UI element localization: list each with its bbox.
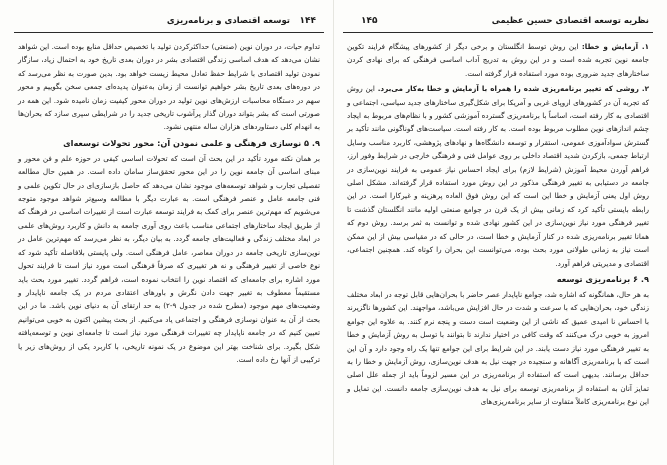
right-page — [343, 0, 653, 465]
left-page-body — [18, 40, 320, 461]
list-item-1-label: ۱. آزمایش و خطا: — [581, 42, 649, 51]
list-item-1-text: این روش توسط انگلستان و برخی دیگر از کشورهای پیشگام فرایند تکوین جامعه نوین تجربه شده است و در این روش به تدریج آداب اساسی فرهنگی که برای نهادی کردن ساختارهای جدید ضروری بوده مورد استفاده قرار گرفته است. — [347, 42, 649, 78]
right-page-body — [347, 40, 649, 461]
page-gutter — [333, 0, 334, 465]
right-paragraph: به هر حال، همانگونه که اشاره شد، جوامع ناپایدار عصر حاضر با بحران‌هایی قابل توجه در ابعاد مختلف زندگی خود، بحران‌هایی که با سرعت و شدت در حال افزایش می‌باشد، مواجهند. این کشورها ناگزیرند با احساس نا امیدی عمیق که ناشی از این وضعیت است دست و پنجه نرم کنند. به علاوه این جوامع امروز به خوبی درک می‌کنند که وقت کافی در اختیار ندارند تا بتوانند با توسل به روش آزمایش و خطا به تغییر فرهنگی مورد نیاز دست یابند. در این شرایط برای این جوامع تنها یک راه وجود دارد و آن این است که با برنامه‌ریزی آگاهانه و سنجیده در جهت نیل به هدف نوین‌سازی، روش آزمایش و خطا را به حداقل برسانند. بدیهی است که استفاده از برنامه‌ریزی در این مسیر لزوماً باید از جمله علل اصلی تمایز آنان به استفاده از برنامه‌ریزی توسعه برای نیل به هدف نوین‌سازی جامعه دانست. این تمایل و این نوع برنامه‌ریزی کاملاً متفاوت از سایر برنامه‌ریزی‌های — [347, 289, 649, 407]
left-header-rule — [14, 32, 324, 33]
list-item-1 — [347, 40, 649, 80]
left-page-number: ۱۴۴ — [299, 16, 316, 26]
right-header-title: نظریه توسعه اقتصادی حسین عظیمی — [491, 16, 649, 26]
left-paragraph-2: بر همان نکته مورد تأکید در این بحث آن است که تحولات اساسی کیفی در حوزه علم و فن محور و مبنای اساسی آن جامعه نوین را در این محور تحقق‌ساز سامان داده است. در همین حال مطالعه تفصیلی تجارب و شواهد توسعه‌های موجود نشان می‌دهد که حاصل بازسازی‌ای در حال تکوین علمی و فنی جامعه عامل و عنصر فرهنگی است. به عبارت دیگر با مطالعه وسیع‌تر شواهد موجود متوجه می‌شویم که مهم‌ترین عنصر برای کمک به فرایند توسعه عبارت است از تغییرات اساسی در فرهنگ که از طریق ایجاد ساختارهای اجتماعی مناسب باعث روی آوری جامعه به دانش و کاربرد روش‌های علمی در ابعاد مختلف زندگی و فعالیت‌های جامعه گردد. به بیان دیگر، به نظر می‌رسد که مهم‌ترین عامل در نوین‌سازی تاریخی جامعه در دوران معاصر، عامل فرهنگی است. ولی پایستی بلافاصله تأکید شود که نوع خاصی از تغییر فرهنگی و نه هر تغییری که صرفاً فرهنگی است مورد نیاز است تا فرایند تحول مورد اشاره برای جامعه‌ای که اقتصاد نوین را انتخاب نموده است، فراهم گردد. تغییر مورد بحث باید مستقیماً معطوف به تغییر جهت دادن نگرش و باورهای اعتقادی مردم در یک جامعه ناپایدار و وضعیت‌های مهم موجود (مطرح شده در جدول ۹-۲) به حد ارتقای آن به دنیای نوین باشد. ما در این بحث از آن به عنوان نوسازی فرهنگی و اجتماعی یاد می‌کنیم. از بحث پیشین اکنون به خوبی می‌توانیم تعیین کنیم که در جامعه ناپایدار چه تغییرات فرهنگی مورد نیاز است تا جامعه‌ای نوین و توسعه‌یافته شکل بگیرد. برای شناخت بهتر این موضوع در یک نمونه تاریخی، با کاربرد یکی از روش‌های زیر یا ترکیبی از آنها رخ داده است. — [18, 153, 320, 364]
left-header-title: توسعه اقتصادی و برنامه‌ریزی — [166, 16, 290, 26]
list-item-2-text: این روش که تجربه آن در کشورهای اروپای غربی و آمریکا برای شکل‌گیری ساختارهای جدید سیاسی، اجتماعی و اقتصادی به کار رفته است، اساساً با برنامه‌ریزی گسترده آموزشی کشور و با نظام‌های مربوط به ایجاد چشم اندازهای نوین مطلوب مربوط بوده است. به کار رفته است. سیاست‌های گوناگونی مانند تأکید بر گسترش سوادآموزی عمومی، استقرار و توسعه دانشگاه‌ها و نهادهای پژوهشی، کاربرد مناسب وسایل ارتباط جمعی، بازکردن شدید اقتصاد داخلی بر روی عوامل فنی و فرهنگی خارجی در شرایط وفور ارز، فراهم آوردن محیط آموزش (شرایط لازم) برای ایجاد احساس نیاز عمومی به فرایند نوین‌سازی در جامعه در دستیابی به تغییر فرهنگی مذکور در این روش مورد استفاده قرار گرفته‌اند. مشکل اصلی روش اول یعنی آزمایش و خطا این است که این روش فوق العاده پرهزینه و غیرکارا است. در این رابطه بایستی تأکید کرد که زمانی بیش از یک قرن در جوامع صنعتی اولیه مانند انگلستان گذشت تا تغییر فرهنگی مورد نیاز نوین‌سازی در این کشور نهادی شده و توانست به ثمر برسد. روش دوم که همانا تغییر برنامه‌ریزی شده در کنار آزمایش و خطا است، در حالی که در مقیاسی بیش از این ممکن است نیاز به زمانی طولانی مورد بحث بوده، می‌توانست این بحران را کوتاه کند. همچنین اجتماعی، اقتصادی و مدیریتی فراهم آورد. — [347, 84, 649, 268]
left-page-header — [14, 16, 324, 32]
left-page — [14, 0, 324, 465]
right-page-header — [343, 16, 653, 32]
right-page-number: ۱۴۵ — [361, 16, 378, 26]
list-item-2 — [347, 82, 649, 270]
right-section-heading: ۹. ۶ برنامه‌ریزی توسعه — [556, 273, 649, 284]
left-paragraph-1: تداوم حیات، در دوران نوین (صنعتی) حداکثرکردن تولید با تخصیص حداقل منابع بوده است. این شواهد نشان می‌دهد که هدف اساسی زندگی اقتصادی بشر در دوران بعدی تاریخ خود به احتمال زیاد، سازگار نمودن تولید اقتصادی با شرایط حفظ تعادل محیط زیست خواهد بود. بدین صورت به نظر می‌رسد که در دوره‌های بعدی تاریخ بشر خواهیم توانست از زمان به‌عنوان پدیده‌ای جمعی سخن بگوییم و محور سهم در دستگاه محاسبات ارزش‌های نوین تولید در دوران محور کیفیت زمان نامیده شود. این همه در صورتی است که بشر بتواند دوران گذار پرآشوب تاریخی جدید را در شرایطی سپری سازد که بحران‌ها به انهدام کلی دستاوردهای هزاران ساله منتهی نشود. — [18, 42, 320, 132]
left-section-heading: ۹. ۵ نوسازی فرهنگی و علمی نمودن آن: محور تحولات توسعه‌ای — [63, 137, 320, 148]
list-item-2-label: ۲. روشی که تغییر برنامه‌ریزی شده را همراه با آزمایش و خطا به‌کار می‌برد. — [377, 84, 649, 94]
right-header-rule — [343, 32, 653, 33]
